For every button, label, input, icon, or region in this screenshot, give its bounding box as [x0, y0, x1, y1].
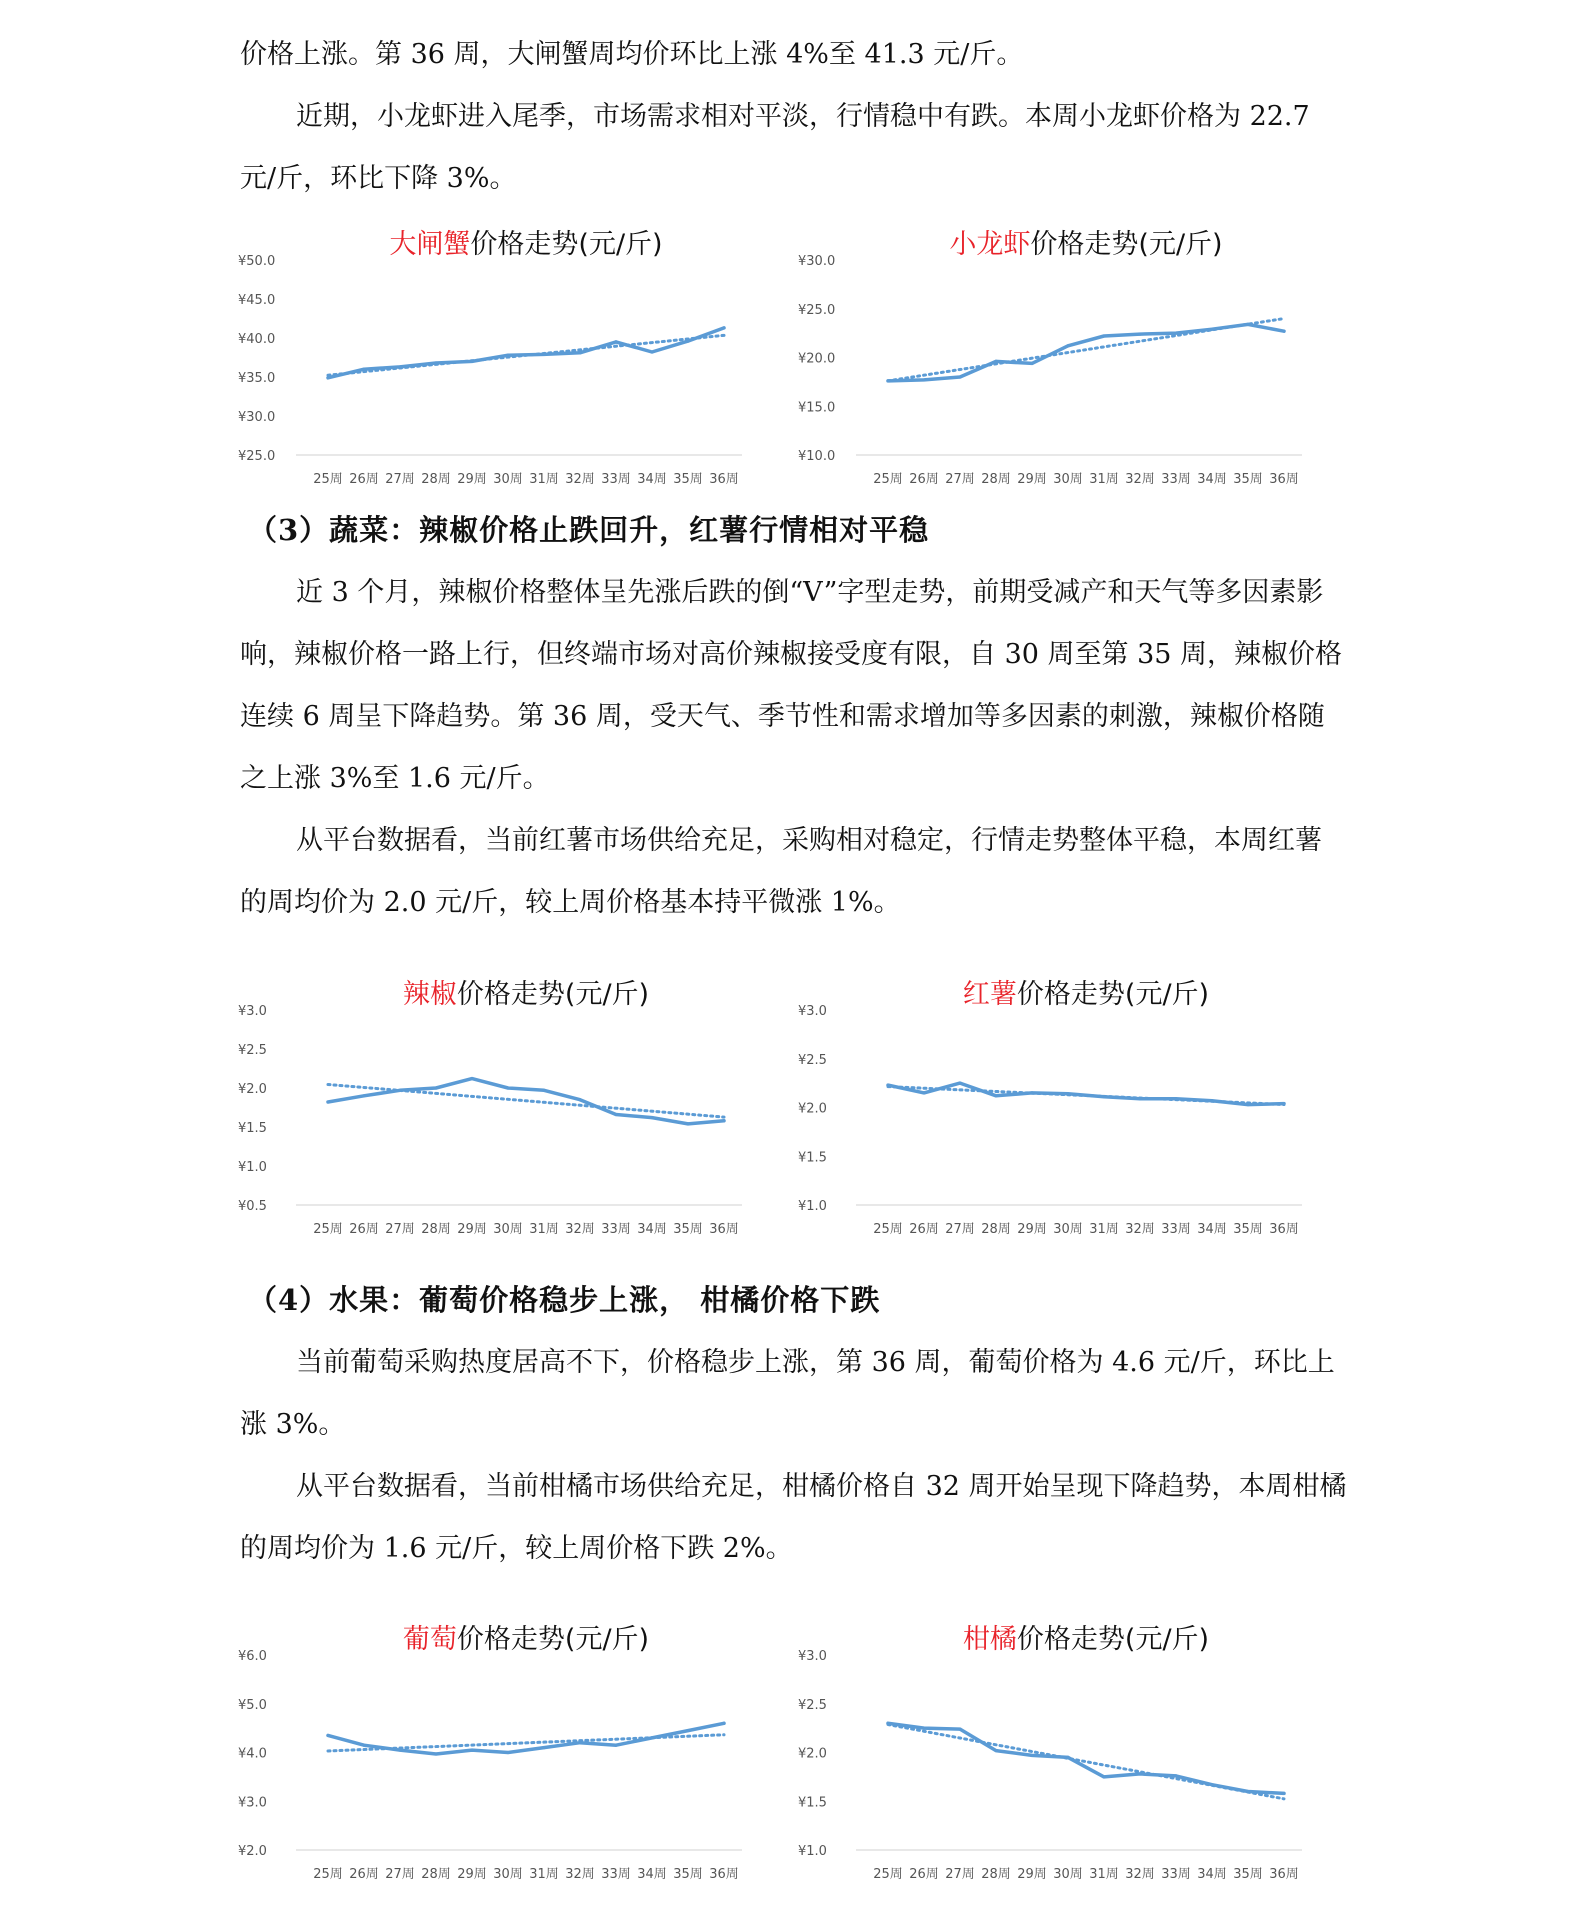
- x-tick-label: 33周: [601, 472, 631, 487]
- x-tick-label: 35周: [673, 1222, 703, 1237]
- x-tick-label: 31周: [1089, 1222, 1119, 1237]
- x-tick-label: 30周: [1053, 1867, 1083, 1882]
- chart-svg: [792, 975, 1352, 1255]
- chart-title-rest: 价格走势(元/斤): [470, 229, 663, 260]
- data-point: [1066, 344, 1069, 347]
- data-point: [470, 360, 473, 363]
- chart-citrus: [792, 1620, 1352, 1900]
- y-tick-label: ¥6.0: [238, 1649, 267, 1664]
- data-point: [1174, 1774, 1177, 1777]
- data-point: [1102, 1095, 1105, 1098]
- data-point: [470, 1748, 473, 1751]
- data-point: [994, 1749, 997, 1752]
- x-tick-label: 26周: [349, 1222, 379, 1237]
- x-tick-label: 27周: [385, 1222, 415, 1237]
- x-tick-label: 31周: [1089, 472, 1119, 487]
- x-tick-label: 36周: [709, 1867, 739, 1882]
- y-tick-label: ¥4.0: [238, 1746, 267, 1762]
- chart-title: [389, 229, 662, 260]
- chart-title-highlight: 小龙虾: [949, 229, 1031, 260]
- x-tick-label: 35周: [1233, 1222, 1263, 1237]
- chart-crab: [232, 225, 792, 505]
- data-point: [614, 340, 617, 343]
- x-tick-label: 27周: [945, 1867, 975, 1882]
- x-tick-label: 25周: [313, 1222, 343, 1237]
- chart-sweetpotato: [792, 975, 1352, 1255]
- data-point: [398, 1748, 401, 1751]
- x-tick-label: 33周: [1161, 472, 1191, 487]
- data-point: [1282, 1792, 1285, 1795]
- data-point: [1282, 330, 1285, 333]
- y-tick-label: ¥2.0: [238, 1082, 267, 1097]
- data-point: [1030, 1091, 1033, 1094]
- x-tick-label: 30周: [1053, 472, 1083, 487]
- x-tick-label: 26周: [909, 472, 939, 487]
- x-tick-label: 25周: [873, 1222, 903, 1237]
- x-tick-label: 34周: [1197, 472, 1227, 487]
- data-point: [362, 1744, 365, 1747]
- data-point: [578, 351, 581, 354]
- data-point: [542, 1089, 545, 1092]
- x-tick-label: 29周: [1017, 472, 1047, 487]
- y-tick-label: ¥1.5: [798, 1150, 827, 1166]
- x-tick-label: 32周: [1125, 1222, 1155, 1237]
- data-point: [506, 1086, 509, 1089]
- y-tick-label: ¥3.0: [798, 1649, 827, 1664]
- chart-svg: [232, 1620, 792, 1900]
- x-tick-label: 25周: [313, 1867, 343, 1882]
- data-point: [686, 340, 689, 343]
- data-point: [1246, 1103, 1249, 1106]
- data-point: [1030, 362, 1033, 365]
- data-point: [1066, 1756, 1069, 1759]
- y-tick-label: ¥50.0: [238, 254, 276, 269]
- x-tick-label: 31周: [1089, 1867, 1119, 1882]
- y-tick-label: ¥1.0: [798, 1199, 827, 1214]
- chart-svg: [232, 225, 792, 505]
- y-tick-label: ¥15.0: [798, 400, 836, 416]
- data-point: [1138, 1772, 1141, 1775]
- y-tick-label: ¥45.0: [238, 293, 276, 308]
- y-tick-label: ¥2.5: [798, 1052, 827, 1068]
- chart-title-rest: 价格走势(元/斤): [1016, 979, 1210, 1010]
- x-tick-label: 28周: [421, 1867, 451, 1882]
- data-point: [922, 378, 925, 381]
- data-point: [1210, 328, 1213, 331]
- chart-svg: [232, 975, 792, 1255]
- paragraph-pepper: 近 3 个月，辣椒价格整体呈先涨后跌的倒“V”字型走势，前期受减产和天气等多因素影响，辣椒价格一路上行，但终端市场对高价辣椒接受度有限，自 30 周至第 35 周，辣椒价格连续 6 周呈下降趋势。第 36 周，受天气、季节性和需求增加等多因素的刺激，辣椒价格随之上涨 3%至 1.6 元/斤。: [240, 577, 1343, 794]
- data-point: [650, 1116, 653, 1119]
- x-tick-label: 26周: [909, 1222, 939, 1237]
- y-tick-label: ¥1.0: [798, 1844, 827, 1859]
- data-point: [1030, 1754, 1033, 1757]
- x-tick-label: 31周: [529, 1867, 559, 1882]
- x-tick-label: 26周: [909, 1867, 939, 1882]
- x-tick-label: 33周: [601, 1867, 631, 1882]
- y-tick-label: ¥40.0: [238, 332, 276, 347]
- x-tick-label: 28周: [981, 1867, 1011, 1882]
- data-point: [1066, 1092, 1069, 1095]
- x-tick-label: 35周: [673, 1867, 703, 1882]
- chart-title-highlight: 大闸蟹: [389, 229, 471, 260]
- x-tick-label: 29周: [1017, 1867, 1047, 1882]
- data-point: [922, 1091, 925, 1094]
- chart-title-rest: 价格走势(元/斤): [1016, 1624, 1210, 1655]
- x-tick-label: 34周: [637, 472, 667, 487]
- y-tick-label: ¥2.5: [798, 1697, 827, 1713]
- y-tick-label: ¥1.0: [238, 1160, 267, 1175]
- x-tick-label: 25周: [313, 472, 343, 487]
- chart-title: [403, 979, 649, 1010]
- x-tick-label: 27周: [385, 1867, 415, 1882]
- x-tick-label: 29周: [457, 472, 487, 487]
- data-point: [650, 350, 653, 353]
- data-point: [434, 1752, 437, 1755]
- data-point: [1102, 334, 1105, 337]
- data-point: [1210, 1099, 1213, 1102]
- paragraph-crayfish: 近期，小龙虾进入尾季，市场需求相对平淡，行情稳中有跌。本周小龙虾价格为 22.7 元/斤，环比下降 3%。: [240, 101, 1310, 194]
- chart-title-highlight: 葡萄: [402, 1624, 457, 1655]
- data-point: [362, 1094, 365, 1097]
- data-point: [434, 361, 437, 364]
- chart-title-rest: 价格走势(元/斤): [456, 979, 650, 1010]
- data-point: [506, 354, 509, 357]
- x-tick-label: 28周: [421, 472, 451, 487]
- x-tick-label: 31周: [529, 472, 559, 487]
- data-point: [398, 1089, 401, 1092]
- chart-title-highlight: 柑橘: [962, 1624, 1017, 1655]
- x-tick-label: 34周: [637, 1867, 667, 1882]
- y-tick-label: ¥35.0: [238, 371, 276, 386]
- x-tick-label: 36周: [1269, 1867, 1299, 1882]
- x-tick-label: 36周: [709, 472, 739, 487]
- chart-title-rest: 价格走势(元/斤): [456, 1624, 650, 1655]
- data-point: [686, 1729, 689, 1732]
- x-tick-label: 26周: [349, 1867, 379, 1882]
- x-tick-label: 33周: [1161, 1222, 1191, 1237]
- x-tick-label: 32周: [1125, 1867, 1155, 1882]
- x-tick-label: 26周: [349, 472, 379, 487]
- chart-title: [949, 229, 1222, 260]
- data-point: [722, 1119, 725, 1122]
- x-tick-label: 31周: [529, 1222, 559, 1237]
- chart-grape: [232, 1620, 792, 1900]
- data-point: [886, 1722, 889, 1725]
- x-tick-label: 29周: [457, 1867, 487, 1882]
- x-tick-label: 30周: [1053, 1222, 1083, 1237]
- data-point: [326, 1734, 329, 1737]
- data-point: [1246, 1790, 1249, 1793]
- x-tick-label: 32周: [1125, 472, 1155, 487]
- y-tick-label: ¥1.5: [238, 1121, 267, 1136]
- y-tick-label: ¥20.0: [798, 351, 836, 367]
- data-point: [1246, 323, 1249, 326]
- data-point: [958, 1728, 961, 1731]
- y-tick-label: ¥25.0: [238, 449, 276, 464]
- data-point: [922, 1727, 925, 1730]
- data-point: [434, 1086, 437, 1089]
- data-point: [614, 1113, 617, 1116]
- chart-title: [963, 979, 1209, 1010]
- x-tick-label: 36周: [709, 1222, 739, 1237]
- data-point: [470, 1077, 473, 1080]
- data-point: [886, 1083, 889, 1086]
- data-point: [362, 368, 365, 371]
- x-tick-label: 29周: [1017, 1222, 1047, 1237]
- data-point: [994, 1094, 997, 1097]
- x-tick-label: 35周: [1233, 472, 1263, 487]
- x-tick-label: 33周: [601, 1222, 631, 1237]
- y-tick-label: ¥30.0: [798, 254, 836, 269]
- y-tick-label: ¥2.0: [238, 1844, 267, 1859]
- y-tick-label: ¥25.0: [798, 302, 836, 318]
- y-tick-label: ¥30.0: [238, 410, 276, 425]
- chart-svg: [792, 1620, 1352, 1900]
- y-tick-label: ¥5.0: [238, 1697, 267, 1713]
- data-point: [326, 1100, 329, 1103]
- section-heading-vegetables: （3）蔬菜：辣椒价格止跌回升，红薯行情相对平稳: [248, 513, 930, 547]
- data-point: [506, 1751, 509, 1754]
- data-point: [1138, 333, 1141, 336]
- x-tick-label: 35周: [673, 472, 703, 487]
- data-point: [398, 365, 401, 368]
- data-point: [578, 1741, 581, 1744]
- data-point: [1210, 1783, 1213, 1786]
- y-tick-label: ¥2.5: [238, 1043, 267, 1058]
- data-point: [722, 326, 725, 329]
- x-tick-label: 30周: [493, 1867, 523, 1882]
- x-tick-label: 28周: [981, 472, 1011, 487]
- paragraph-citrus: 从平台数据看，当前柑橘市场供给充足，柑橘价格自 32 周开始呈现下降趋势，本周柑橘的周均价为 1.6 元/斤，较上周价格下跌 2%。: [240, 1471, 1347, 1564]
- x-tick-label: 27周: [385, 472, 415, 487]
- paragraph-grape: 当前葡萄采购热度居高不下，价格稳步上涨，第 36 周，葡萄价格为 4.6 元/斤，环比上涨 3%。: [240, 1347, 1335, 1440]
- y-tick-label: ¥0.5: [238, 1199, 267, 1214]
- chart-crayfish: [792, 225, 1352, 505]
- paragraph-sweetpotato: 从平台数据看，当前红薯市场供给充足，采购相对稳定，行情走势整体平稳，本周红薯的周均价为 2.0 元/斤，较上周价格基本持平微涨 1%。: [240, 825, 1322, 918]
- x-tick-label: 28周: [981, 1222, 1011, 1237]
- y-tick-label: ¥2.0: [798, 1101, 827, 1117]
- x-tick-label: 33周: [1161, 1867, 1191, 1882]
- data-point: [958, 375, 961, 378]
- data-point: [886, 379, 889, 382]
- chart-title: [403, 1624, 649, 1655]
- x-tick-label: 25周: [873, 1867, 903, 1882]
- x-tick-label: 27周: [945, 472, 975, 487]
- x-tick-label: 36周: [1269, 472, 1299, 487]
- data-point: [1174, 332, 1177, 335]
- x-tick-label: 28周: [421, 1222, 451, 1237]
- data-point: [1102, 1775, 1105, 1778]
- chart-pepper: [232, 975, 792, 1255]
- x-tick-label: 32周: [565, 1867, 595, 1882]
- series-line: [888, 1083, 1284, 1105]
- y-tick-label: ¥2.0: [798, 1746, 827, 1762]
- data-point: [1138, 1097, 1141, 1100]
- section-heading-fruits: （4）水果：葡萄价格稳步上涨， 柑橘价格下跌: [248, 1283, 881, 1317]
- data-point: [722, 1722, 725, 1725]
- data-point: [1282, 1102, 1285, 1105]
- data-point: [542, 353, 545, 356]
- chart-title-rest: 价格走势(元/斤): [1030, 229, 1223, 260]
- data-point: [542, 1746, 545, 1749]
- x-tick-label: 32周: [565, 472, 595, 487]
- x-tick-label: 29周: [457, 1222, 487, 1237]
- y-tick-label: ¥10.0: [798, 449, 836, 464]
- x-tick-label: 27周: [945, 1222, 975, 1237]
- x-tick-label: 30周: [493, 472, 523, 487]
- x-tick-label: 34周: [1197, 1222, 1227, 1237]
- x-tick-label: 34周: [637, 1222, 667, 1237]
- chart-title-highlight: 红薯: [962, 979, 1017, 1010]
- paragraph-crab-price: 价格上涨。第 36 周，大闸蟹周均价环比上涨 4%至 41.3 元/斤。: [240, 39, 1024, 70]
- data-point: [578, 1098, 581, 1101]
- x-tick-label: 36周: [1269, 1222, 1299, 1237]
- data-point: [650, 1736, 653, 1739]
- y-tick-label: ¥3.0: [238, 1795, 267, 1811]
- x-tick-label: 34周: [1197, 1867, 1227, 1882]
- series-line: [888, 1723, 1284, 1793]
- y-tick-label: ¥3.0: [798, 1004, 827, 1019]
- y-tick-label: ¥3.0: [238, 1004, 267, 1019]
- x-tick-label: 30周: [493, 1222, 523, 1237]
- data-point: [994, 360, 997, 363]
- chart-title-highlight: 辣椒: [402, 979, 457, 1010]
- x-tick-label: 32周: [565, 1222, 595, 1237]
- data-point: [1174, 1097, 1177, 1100]
- data-point: [686, 1122, 689, 1125]
- chart-svg: [792, 225, 1352, 505]
- x-tick-label: 25周: [873, 472, 903, 487]
- data-point: [614, 1744, 617, 1747]
- data-point: [958, 1082, 961, 1085]
- y-tick-label: ¥1.5: [798, 1795, 827, 1811]
- data-point: [326, 376, 329, 379]
- chart-title: [963, 1624, 1209, 1655]
- x-tick-label: 35周: [1233, 1867, 1263, 1882]
